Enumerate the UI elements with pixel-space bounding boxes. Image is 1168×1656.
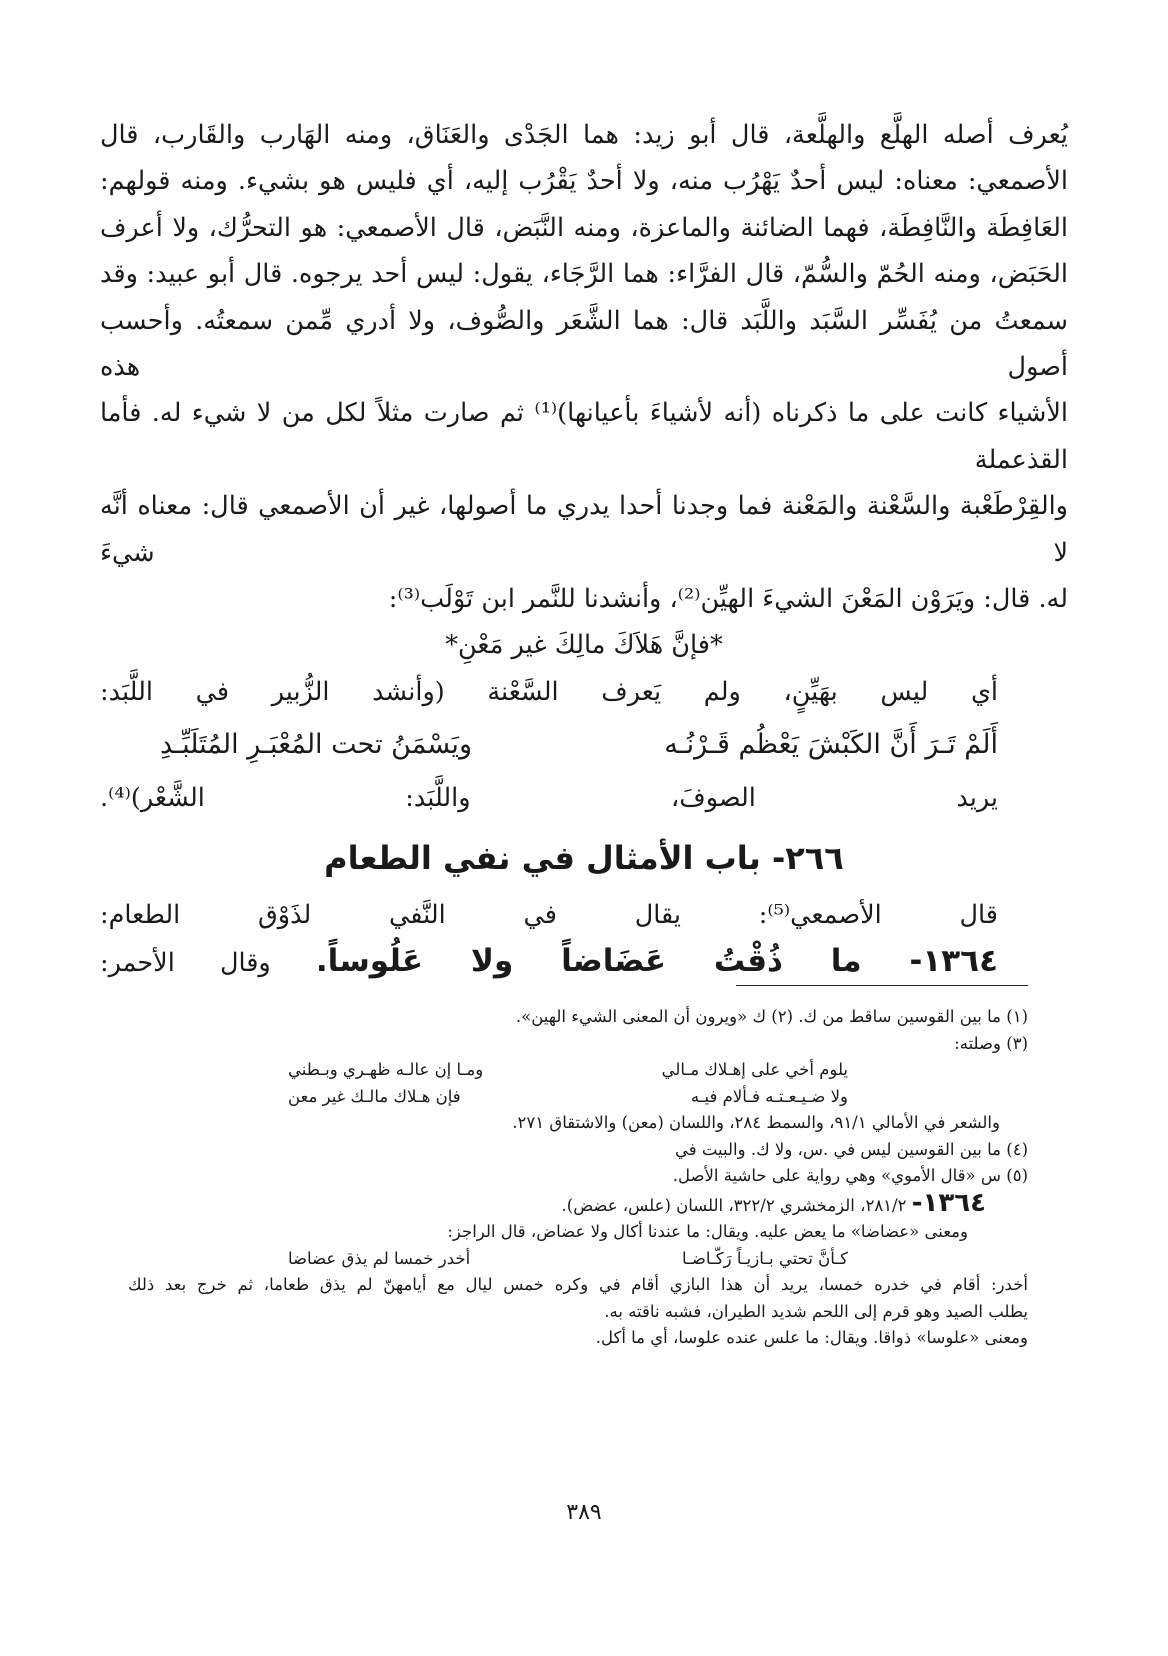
footnote-poem-verse bbox=[128, 1057, 1028, 1084]
verse-half: *فإنَّ هَلاَكَ مالِكَ غير مَعْنِ* bbox=[445, 630, 723, 661]
footnote: (٣) وصلته: bbox=[954, 1033, 1028, 1053]
after-poem-line: يريد الصوفَ، واللَّبَد: الشَّعْر)⁽⁴⁾. bbox=[100, 783, 998, 814]
poem-verse bbox=[100, 715, 1068, 775]
proverb-note-text: ومعنى «علوسا» ذواقا. ويقال: ما علس عنده علوسا، أي ما أكل. bbox=[595, 1328, 1028, 1347]
proverb-note-text: أخدر: أقام في خدره خمسا، يريد أن هذا البازي أقام في وكره خمس ليال مع أيامهنّ لم يذق طعاما، ثم خرج بعد ذلك bbox=[128, 1275, 1028, 1294]
footnotes bbox=[128, 1004, 1028, 1352]
main-text bbox=[100, 112, 1068, 987]
footnote-source: والشعر في الأمالي ٩١/١، والسمط ٢٨٤، واللسان (معن) والاشتقاق ٢٧١. bbox=[512, 1113, 1000, 1132]
main-line: الأصمعي: معناه: ليس أحدٌ يَهْرُب منه، ولا أحدٌ يَقْرُب إليه، أي فليس هو بشيء. ومنه قولهم: bbox=[100, 166, 1068, 197]
main-line: والقِرْطَعْبة والسَّعْنة والمَعْنة فما وجدنا أحدا يدري ما أصولها، غير أن الأصمعي قال: معناه أنَّه لا شيءَ bbox=[100, 491, 1068, 568]
proverb-note bbox=[128, 1187, 1028, 1220]
proverb-note-text: يطلب الصيد وهو قرم إلى اللحم شديد الطيران، فشبه ناقته به. bbox=[604, 1301, 1028, 1321]
footnote-poem-second: فإن هـلاك مالـك غير معن bbox=[288, 1086, 461, 1106]
main-line: سمعتُ من يُفَسِّر السَّبَد واللَّبَد قال: هما الشَّعَر والصُّوف، ولا أدري مِّمن سمعتُه. وأحسب أصول هذه bbox=[100, 305, 1068, 383]
main-line: الأشياء كانت على ما ذكرناه (أنه لأشياءَ بأعيانها)⁽¹⁾ ثم صارت مثلاً لكل من لا شيء له. فأما القذعملة bbox=[100, 398, 1068, 475]
footnote-poem-second: ومـا إن عالـه ظهـري وبـطني bbox=[288, 1060, 484, 1079]
main-line: العَافِطَة والنَّافِطَة، فهما الضائنة والماعزة، ومنه النَّبَض، قال الأصمعي: هو التحرُّك، ولا أعرف bbox=[100, 212, 1068, 243]
proverb-title: ١٣٦٤- ما ذُقْتُ عَضَاضاً ولا عَلُوساً. bbox=[315, 943, 998, 980]
proverb-note-text: ومعنى «عضاضا» ما يعض عليه. ويقال: ما عندنا أكال ولا عضاض، قال الراجز: bbox=[447, 1222, 968, 1241]
rajaz-verse bbox=[128, 1246, 1028, 1273]
main-line: يُعرف أصله الهلَّع والهلَّعة، قال أبو زيد: هما الجَدْى والعَنَاق، ومنه الهَارب والقَارب، قال bbox=[100, 120, 1068, 150]
poem-first-hemistich: أَلَمْ تَـرَ أَنَّ الكَبْشَ يَعْظُم قَـرْنُـه bbox=[664, 729, 998, 761]
footnote-separator bbox=[736, 985, 1028, 986]
rajaz-first: كـأنَّ تحتي بـازيـاً رَكّـاضـا bbox=[682, 1248, 848, 1268]
proverb-continuation: وقال الأحمر: bbox=[100, 948, 316, 979]
asmai-line: قال الأصمعي⁽⁵⁾: يقال في النَّفي لذَوْق الطعام: bbox=[100, 899, 998, 930]
footnote: (١) ما بين القوسين ساقط من ك. (٢) ك «ويرون أن المعنى الشيء الهين». bbox=[515, 1007, 1028, 1026]
proverb-note-number: ١٣٦٤- bbox=[911, 1187, 986, 1218]
chapter-heading: ٢٦٦- باب الأمثال في نفي الطعام bbox=[324, 838, 844, 877]
footnote-poem-first: ولا ضـيـعـتـه فـألام فيـه bbox=[690, 1086, 848, 1106]
proverb-line bbox=[100, 938, 1068, 986]
poem-second-hemistich: ويَسْمَنُ تحت المُعْبَـرِ المُتَلَبِّـدِ bbox=[160, 729, 472, 761]
page-number: ٣٨٩ bbox=[566, 1500, 602, 1525]
main-line: الحَبَض، ومنه الحُمّ والسُّمّ، قال الفرَّاء: هما الرَّجَاء، يقول: ليس أحد يرجوه. قال أبو عبيد: وقد bbox=[100, 259, 1068, 290]
rajaz-second: أخدر خمسا لم يذق عضاضا bbox=[288, 1248, 471, 1268]
footnote: (٤) ما بين القوسين ليس في .س، ولا ك. والبيت في bbox=[674, 1139, 1028, 1159]
footnote-poem-first: يلوم أخي على إهـلاك مـالي bbox=[661, 1060, 848, 1079]
explain-line: أي ليس بهَيِّنٍ، ولم يَعرف السَّعْنة (وأنشد الزُّبير في اللَّبَد: bbox=[100, 676, 998, 707]
footnote: (٥) س «قال الأموي» وهي رواية على حاشية الأصل. bbox=[672, 1166, 1028, 1185]
footnote-poem-verse bbox=[128, 1084, 1028, 1111]
main-line: له. قال: ويَرَوْن المَعْنَ الشيءَ الهيِّن⁽²⁾، وأنشدنا للنَّمر ابن تَوْلَب⁽³⁾: bbox=[388, 584, 1068, 615]
proverb-note-sources: ٢٨١/٢، الزمخشري ٣٢٢/٢، اللسان (علس، عضض). bbox=[561, 1195, 912, 1215]
